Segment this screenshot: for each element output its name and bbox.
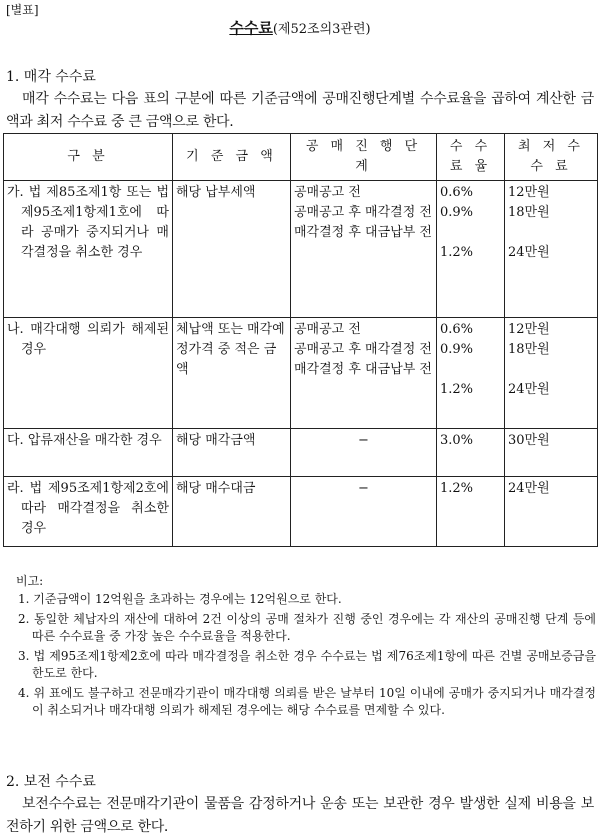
section2-heading: 2. 보전 수수료 xyxy=(6,774,96,790)
row-minimum-fee: 18만원 xyxy=(508,205,550,220)
note-item: 2. 동일한 체납자의 재산에 대하여 2건 이상의 공매 절차가 진행 중인 경우에는 각 재산의 공매진행 단계 등에 따른 수수료율 중 가장 높은 수수료율을 적용한다. xyxy=(18,611,596,643)
row-stage: 공매공고 후 매각결정 전 xyxy=(294,342,432,357)
row-base-amount: 해당 납부세액 xyxy=(176,185,256,200)
row-rate: 1.2% xyxy=(440,245,474,260)
row-stage: − xyxy=(358,481,369,496)
row-category: 라. 법 제95조제1항제2호에 따라 매각결정을 취소한 경우 xyxy=(7,481,169,536)
row-minimum-fee: 30만원 xyxy=(508,433,550,448)
table-row xyxy=(4,181,598,318)
notes-list xyxy=(18,591,596,722)
note-item: 4. 위 표에도 불구하고 전문매각기관이 매각대행 의뢰를 받은 날부터 10일 이내에 공매가 중지되거나 매각결정이 취소되거나 매각대행 의뢰가 해제된 경우에는 해당 수수료를 면제할 수 있다. xyxy=(18,685,596,717)
table-row xyxy=(4,318,598,429)
table-row xyxy=(4,429,598,477)
row-rate: 0.6% xyxy=(440,322,474,337)
table-header-row xyxy=(4,134,598,181)
document-title xyxy=(0,17,600,38)
header-base-amount: 기 준 금 액 xyxy=(173,134,291,181)
header-minimum-fee: 최 저 수 수 료 xyxy=(505,134,598,181)
row-minimum-fee: 12만원 xyxy=(508,185,550,200)
row-rate: 1.2% xyxy=(440,481,474,496)
note-item: 1. 기준금액이 12억원을 초과하는 경우에는 12억원으로 한다. xyxy=(18,592,342,606)
fee-table xyxy=(3,133,598,547)
row-base-amount: 해당 매수대금 xyxy=(176,481,256,496)
row-stage: 공매공고 전 xyxy=(294,185,361,200)
notes-title: 비고: xyxy=(16,574,44,588)
row-stage: 매각결정 후 대금납부 전 xyxy=(294,225,432,240)
note-item: 3. 법 제95조제1항제2호에 따라 매각결정을 취소한 경우 수수료는 법 제76조제1항에 따른 건별 공매보증금을 한도로 한다. xyxy=(18,648,596,680)
row-rate: 0.6% xyxy=(440,185,474,200)
row-category: 다. 압류재산을 매각한 경우 xyxy=(7,433,162,448)
row-minimum-fee: 24만원 xyxy=(508,481,550,496)
row-rate: 0.9% xyxy=(440,205,474,220)
section1-paragraph: 매각 수수료는 다음 표의 구분에 따른 기준금액에 공매진행단계별 수수료율을 곱하여 계산한 금액과 최저 수수료 중 큰 금액으로 한다. xyxy=(6,91,594,130)
header-rate: 수 수 료 율 xyxy=(437,134,505,181)
row-rate: 1.2% xyxy=(440,382,474,397)
table-row xyxy=(4,477,598,547)
row-category: 나. 매각대행 의뢰가 해제된 경우 xyxy=(7,322,169,357)
row-stage: 공매공고 전 xyxy=(294,322,361,337)
row-minimum-fee: 24만원 xyxy=(508,382,550,397)
row-category: 가. 법 제85조제1항 또는 법 제95조제1항제1호에 따라 공매가 중지되거나 매각결정을 취소한 경우 xyxy=(7,185,169,260)
title-subtitle: (제52조의3관련) xyxy=(272,22,371,37)
row-base-amount: 체납액 또는 매각예정가격 중 적은 금액 xyxy=(176,322,285,377)
row-minimum-fee: 18만원 xyxy=(508,342,550,357)
row-rate: 0.9% xyxy=(440,342,474,357)
row-minimum-fee: 24만원 xyxy=(508,245,550,260)
title-main: 수수료 xyxy=(229,19,273,37)
row-stage: − xyxy=(358,433,369,448)
row-stage: 공매공고 후 매각결정 전 xyxy=(294,205,432,220)
row-base-amount: 해당 매각금액 xyxy=(176,433,256,448)
row-rate: 3.0% xyxy=(440,433,474,448)
row-stage: 매각결정 후 대금납부 전 xyxy=(294,362,432,377)
header-stage: 공 매 진 행 단 계 xyxy=(291,134,437,181)
header-category: 구 분 xyxy=(4,134,173,181)
section1-heading: 1. 매각 수수료 xyxy=(6,69,96,85)
appendix-tag: [별표] xyxy=(6,3,39,17)
row-minimum-fee: 12만원 xyxy=(508,322,550,337)
section2-paragraph: 보전수수료는 전문매각기관이 물품을 감정하거나 운송 또는 보관한 경우 발생한 실제 비용을 보전하기 위한 금액으로 한다. xyxy=(6,796,594,835)
